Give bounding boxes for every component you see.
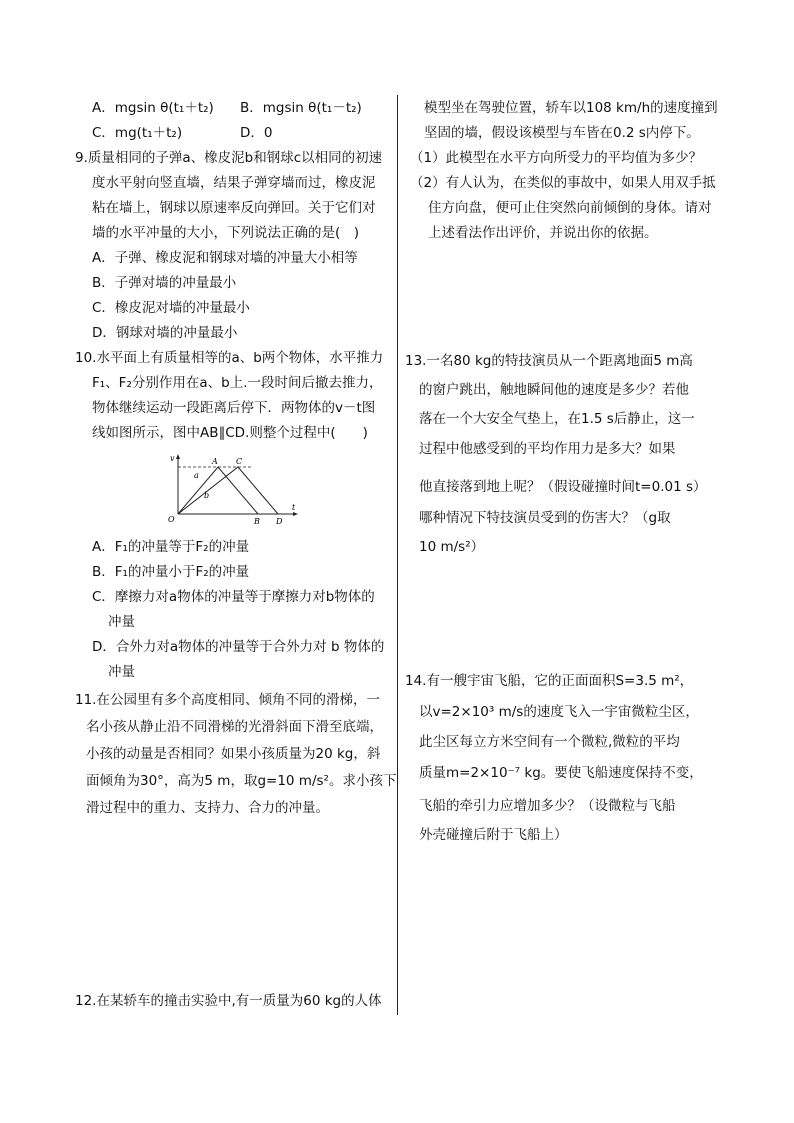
q14-line: 飞船的牵引力应增加多少？（设微粒与飞船: [419, 798, 676, 814]
q14-line: 此尘区每立方米空间有一个微粒,微粒的平均: [419, 734, 680, 750]
q10-option-c: C．摩擦力对a物体的冲量等于摩擦力对b物体的: [92, 589, 375, 605]
q9-line: 墙的水平冲量的大小，下列说法正确的是( ): [92, 225, 360, 241]
q13-line: 落在一个大安全气垫上，在1.5 s后静止，这一: [419, 411, 695, 427]
q14-line: 以v=2×10³ m/s的速度飞入一宇宙微粒尘区，: [419, 704, 699, 720]
label-t: t: [292, 503, 296, 512]
q10-option-a: A．F₁的冲量等于F₂的冲量: [92, 539, 250, 555]
q11-line: 11.在公园里有多个高度相同、倾角不同的滑梯，一: [75, 692, 380, 708]
q10-line: 线如图所示，图中AB∥CD.则整个过程中( ): [92, 425, 368, 441]
q10-line: F₁、F₂分别作用在a、b上.一段时间后撤去推力，: [92, 375, 383, 391]
q12-line: 上述看法作出评价，并说出你的依据。: [428, 225, 658, 241]
q9-line: 度水平射向竖直墙，结果子弹穿墙而过，橡皮泥: [92, 175, 376, 191]
label-c-point: C: [236, 457, 243, 466]
q12-first-line: 12.在某轿车的撞击实验中,有一质量为60 kg的人体: [75, 993, 382, 1009]
q13-line: 哪种情况下特技演员受到的伤害大？（g取: [419, 510, 671, 526]
q10-option-c-cont: 冲量: [108, 614, 135, 630]
q12-line: 模型坐在驾驶位置，轿车以108 km/h的速度撞到: [424, 100, 718, 116]
label-o: O: [168, 515, 175, 524]
q10-option-d: D．合外力对a物体的冲量等于合外力对 b 物体的: [92, 639, 385, 655]
q8-option-b: B．mgsin θ(t₁－t₂): [240, 100, 362, 116]
q12-subquestion-1: （1）此模型在水平方向所受力的平均值为多少？: [410, 150, 703, 166]
label-line-a: a: [194, 471, 199, 480]
q14-line: 外壳碰撞后附于飞船上）: [419, 827, 568, 843]
q10-line: 10.水平面上有质量相等的a、b两个物体，水平推力: [75, 350, 384, 366]
label-a-point: A: [212, 457, 218, 466]
v-axis-arrow: [176, 454, 180, 459]
label-b-point: B: [254, 517, 260, 526]
q8-option-c: C．mg(t₁＋t₂): [92, 125, 183, 141]
q11-line: 滑过程中的重力、支持力、合力的冲量。: [86, 800, 329, 816]
q10-option-d-cont: 冲量: [108, 664, 135, 680]
q13-line: 10 m/s²）: [419, 539, 485, 555]
q14-line: 质量m=2×10⁻⁷ kg。要使飞船速度保持不变，: [419, 765, 703, 781]
q9-line: 粘在墙上，钢球以原速率反向弹回。关于它们对: [92, 200, 376, 216]
q10-line: 物体继续运动一段距离后停下．两物体的v－t图: [92, 400, 376, 416]
q10-option-b: B．F₁的冲量小于F₂的冲量: [92, 564, 250, 580]
q13-line: 的窗户跳出，触地瞬间他的速度是多少？若他: [419, 382, 689, 398]
q8-option-d: D．0: [240, 125, 273, 141]
label-line-b: b: [204, 491, 210, 500]
q9-option-d: D．钢球对墙的冲量最小: [92, 325, 238, 341]
q12-line: 住方向盘，便可止住突然向前倾倒的身体。请对: [428, 200, 712, 216]
q8-option-a: A．mgsin θ(t₁＋t₂): [92, 100, 214, 116]
q9-line: 9.质量相同的子弹a、橡皮泥b和钢球c以相同的初速: [75, 150, 383, 166]
q12-line: 坚固的墙，假设该模型与车皆在0.2 s内停下。: [424, 125, 700, 141]
q13-line: 他直接落到地上呢？（假设碰撞时间t=0.01 s）: [419, 479, 707, 495]
q9-option-a: A．子弹、橡皮泥和钢球对墙的冲量大小相等: [92, 250, 358, 266]
q9-option-b: B．子弹对墙的冲量最小: [92, 275, 237, 291]
q9-option-c: C．橡皮泥对墙的冲量最小: [92, 300, 250, 316]
q13-line: 过程中他感受到的平均作用力是多大？如果: [419, 441, 676, 457]
vt-graph-figure: [160, 452, 300, 530]
q11-line: 面倾角为30°，高为5 m，取g=10 m/s²。求小孩下: [86, 773, 397, 789]
q12-subquestion-2: （2）有人认为，在类似的事故中，如果人用双手抵: [410, 175, 716, 191]
t-axis-arrow: [293, 512, 298, 516]
column-divider: [397, 95, 398, 1015]
q13-line: 13.一名80 kg的特技演员从一个距离地面5 m高: [405, 353, 693, 369]
label-v: v: [170, 454, 175, 463]
q14-line: 14.有一艘宇宙飞船，它的正面面积S=3.5 m²，: [405, 673, 694, 689]
graph-line-a: [178, 467, 258, 514]
graph-line-b: [178, 467, 278, 514]
q11-line: 小孩的动量是否相同？如果小孩质量为20 kg，斜: [86, 746, 381, 762]
label-d-point: D: [276, 517, 283, 526]
q11-line: 名小孩从静止沿不同滑梯的光滑斜面下滑至底端，: [86, 719, 383, 735]
